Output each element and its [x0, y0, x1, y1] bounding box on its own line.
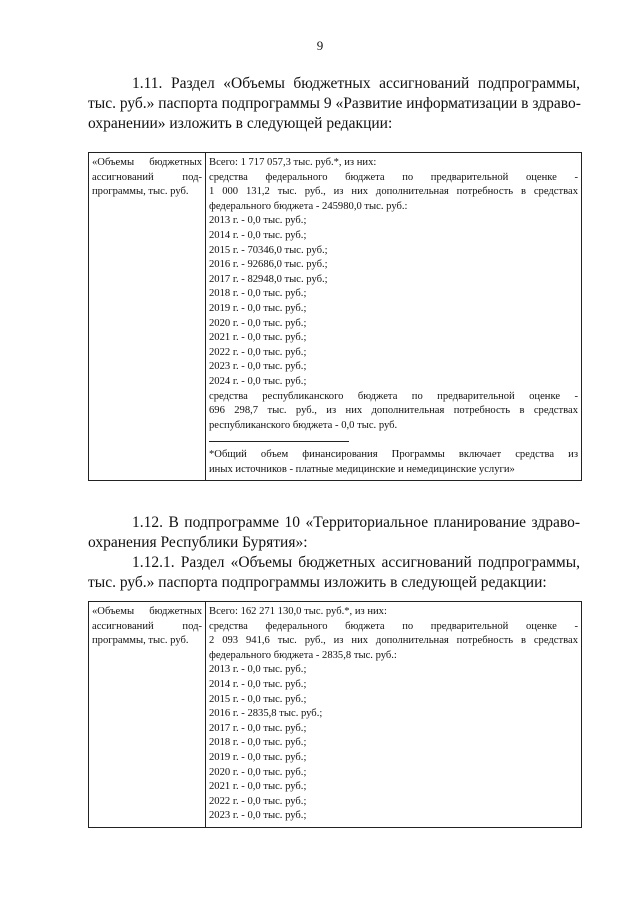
total-line: Всего: 162 271 130,0 тыс. руб.*, из них: [209, 606, 387, 617]
year-line: 2013 г. - 0,0 тыс. руб.; [209, 215, 307, 227]
footnote-line: *Общий объем финансирования Программы включает средства из [209, 449, 578, 461]
republic-budget-line: 696 298,7 тыс. руб., из них дополнительная потребность в средствах [209, 405, 578, 417]
paragraph-line: 1.12. В подпрограмме 10 «Территориальное планирование здраво- [132, 514, 580, 531]
footnote-divider [209, 441, 349, 442]
year-line: 2014 г. - 0,0 тыс. руб.; [209, 229, 307, 241]
year-line: 2022 г. - 0,0 тыс. руб.; [209, 795, 307, 807]
year-line: 2015 г. - 70346,0 тыс. руб.; [209, 244, 328, 256]
total-line: Всего: 1 717 057,3 тыс. руб.*, из них: [209, 157, 377, 168]
budget-table-subprogram-9 [88, 152, 582, 481]
label-line: программы, тыс. руб. [92, 635, 189, 647]
year-line: 2018 г. - 0,0 тыс. руб.; [209, 737, 307, 749]
year-line: 2015 г. - 0,0 тыс. руб.; [209, 693, 307, 705]
federal-budget-line: 2 093 941,6 тыс. руб., из них дополнительная потребность в средствах [209, 635, 578, 647]
paragraph-1-12-1 [88, 553, 580, 593]
label-line: ассигнований под- [92, 620, 202, 632]
year-line: 2020 г. - 0,0 тыс. руб.; [209, 766, 307, 778]
year-line: 2022 г. - 0,0 тыс. руб.; [209, 346, 307, 358]
republic-budget-line: республиканского бюджета - 0,0 тыс. руб. [209, 419, 398, 431]
year-line: 2018 г. - 0,0 тыс. руб.; [209, 288, 307, 300]
paragraph-line: охранении» изложить в следующей редакции: [88, 115, 393, 132]
paragraph-line: 1.12.1. Раздел «Объемы бюджетных ассигнований подпрограммы, [132, 554, 580, 571]
year-line: 2023 г. - 0,0 тыс. руб.; [209, 361, 307, 373]
table-label-cell [89, 602, 206, 828]
paragraph-1-12 [88, 513, 580, 553]
year-line: 2014 г. - 0,0 тыс. руб.; [209, 678, 307, 690]
label-line: «Объемы бюджетных [92, 157, 202, 168]
year-line: 2016 г. - 2835,8 тыс. руб.; [209, 708, 323, 720]
paragraph-line: охранения Республики Бурятия»: [88, 534, 308, 551]
federal-budget-line: 1 000 131,2 тыс. руб., из них дополнительная потребность в средствах [209, 186, 578, 198]
footnote-line: иных источников - платные медицинские и немедицинские услуги» [209, 463, 515, 475]
budget-table-subprogram-10 [88, 601, 582, 828]
table-value-cell [206, 153, 582, 481]
year-line: 2020 г. - 0,0 тыс. руб.; [209, 317, 307, 329]
year-line: 2017 г. - 0,0 тыс. руб.; [209, 722, 307, 734]
federal-budget-line: средства федерального бюджета по предварительной оценке - [209, 620, 578, 632]
republic-budget-line: средства республиканского бюджета по предварительной оценке - [209, 390, 578, 402]
federal-budget-line: федерального бюджета - 245980,0 тыс. руб.: [209, 200, 408, 212]
year-line: 2019 г. - 0,0 тыс. руб.; [209, 751, 307, 763]
paragraph-1-11 [88, 74, 580, 134]
year-line: 2021 г. - 0,0 тыс. руб.; [209, 332, 307, 344]
label-line: ассигнований под- [92, 171, 202, 183]
table-label-cell [89, 153, 206, 481]
paragraph-line: 1.11. Раздел «Объемы бюджетных ассигнований подпрограммы, [132, 75, 580, 92]
year-line: 2017 г. - 82948,0 тыс. руб.; [209, 273, 328, 285]
paragraph-line: тыс. руб.» паспорта подпрограммы 9 «Развитие информатизации в здраво- [88, 95, 581, 112]
year-line: 2016 г. - 92686,0 тыс. руб.; [209, 259, 328, 271]
label-line: «Объемы бюджетных [92, 606, 202, 617]
page-number: 9 [316, 38, 324, 53]
paragraph-line: тыс. руб.» паспорта подпрограммы изложить в следующей редакции: [88, 574, 547, 591]
federal-budget-line: федерального бюджета - 2835,8 тыс. руб.: [209, 649, 397, 661]
label-line: программы, тыс. руб. [92, 186, 189, 198]
year-line: 2019 г. - 0,0 тыс. руб.; [209, 302, 307, 314]
year-line: 2013 г. - 0,0 тыс. руб.; [209, 664, 307, 676]
federal-budget-line: средства федерального бюджета по предварительной оценке - [209, 171, 578, 183]
year-line: 2021 г. - 0,0 тыс. руб.; [209, 781, 307, 793]
table-value-cell [206, 602, 582, 828]
year-line: 2024 г. - 0,0 тыс. руб.; [209, 375, 307, 387]
year-line: 2023 г. - 0,0 тыс. руб.; [209, 810, 307, 822]
